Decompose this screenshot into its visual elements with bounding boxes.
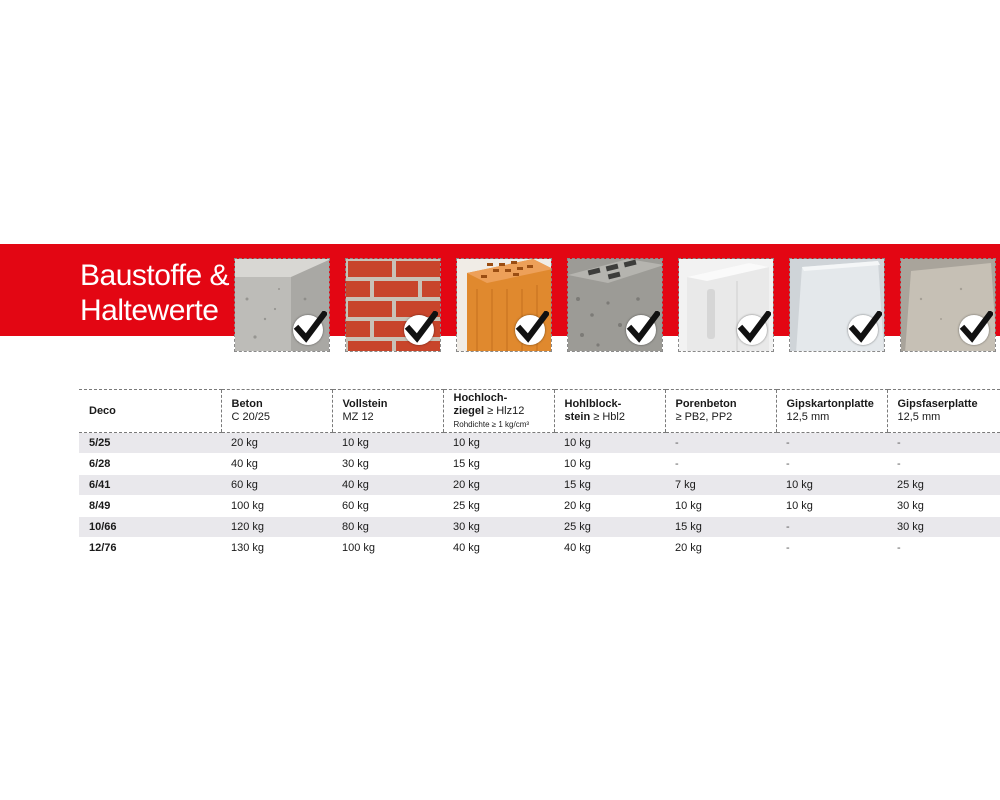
table-row (79, 496, 1000, 517)
table-cell: 30 kg (332, 454, 443, 475)
table-cell: 60 kg (221, 475, 332, 496)
tile-gipskartonplatte (789, 258, 885, 352)
checkmark-icon (515, 315, 545, 345)
table-cell: 100 kg (221, 496, 332, 517)
material-tiles (0, 258, 1000, 352)
checkmark-icon (293, 315, 323, 345)
tile-gipsfaserplatte (900, 258, 996, 352)
table-cell: - (665, 433, 776, 454)
table-cell: 15 kg (665, 517, 776, 538)
table-cell: - (665, 454, 776, 475)
table-cell: 20 kg (443, 475, 554, 496)
table-cell: 10 kg (332, 433, 443, 454)
table-cell: - (776, 433, 887, 454)
tile-vollstein (345, 258, 441, 352)
checkmark-icon (848, 315, 878, 345)
table-cell: - (887, 454, 1000, 475)
table-cell: 10 kg (665, 496, 776, 517)
checkmark-icon (959, 315, 989, 345)
header-deco: Deco (79, 390, 221, 433)
header-gipskartonplatte: Gipskartonplatte 12,5 mm (776, 390, 887, 433)
banner-title-line2: Haltewerte (80, 294, 219, 327)
table-cell: 20 kg (554, 496, 665, 517)
table-cell: 130 kg (221, 538, 332, 559)
table-cell: 15 kg (443, 454, 554, 475)
table-cell: 15 kg (554, 475, 665, 496)
table-cell: 100 kg (332, 538, 443, 559)
checkmark-icon (737, 315, 767, 345)
tile-beton (234, 258, 330, 352)
table-cell: 20 kg (221, 433, 332, 454)
table-cell: 40 kg (221, 454, 332, 475)
table-cell: 30 kg (887, 496, 1000, 517)
table-cell: 25 kg (443, 496, 554, 517)
table-cell: - (776, 538, 887, 559)
header-vollstein: Vollstein MZ 12 (332, 390, 443, 433)
load-values-table (79, 389, 1000, 559)
header-hohlblockstein: Hohlblock- stein ≥ Hbl2 (554, 390, 665, 433)
table-cell: 25 kg (887, 475, 1000, 496)
tile-hochlochziegel (456, 258, 552, 352)
table-cell: 7 kg (665, 475, 776, 496)
header-hochlochziegel: Hochloch- ziegel ≥ Hlz12 Rohdichte ≥ 1 kg/cm³ (443, 390, 554, 433)
table-row (79, 475, 1000, 496)
table-row (79, 454, 1000, 475)
row-deco-size: 6/41 (79, 475, 221, 496)
header-beton: Beton C 20/25 (221, 390, 332, 433)
row-deco-size: 6/28 (79, 454, 221, 475)
table-row (79, 538, 1000, 559)
header-porenbeton: Porenbeton ≥ PB2, PP2 (665, 390, 776, 433)
table-cell: 60 kg (332, 496, 443, 517)
table-cell: 40 kg (332, 475, 443, 496)
table-cell: 40 kg (554, 538, 665, 559)
table-cell: 80 kg (332, 517, 443, 538)
table-cell: 10 kg (776, 496, 887, 517)
row-deco-size: 10/66 (79, 517, 221, 538)
row-deco-size: 12/76 (79, 538, 221, 559)
checkmark-icon (404, 315, 434, 345)
table-row (79, 433, 1000, 454)
table-cell: 10 kg (554, 433, 665, 454)
table-cell: - (887, 538, 1000, 559)
row-deco-size: 5/25 (79, 433, 221, 454)
table-cell: - (776, 517, 887, 538)
table-cell: 10 kg (554, 454, 665, 475)
table-cell: - (887, 433, 1000, 454)
table-body (79, 433, 1000, 559)
table-cell: 20 kg (665, 538, 776, 559)
table-cell: 10 kg (443, 433, 554, 454)
table-row (79, 517, 1000, 538)
header-gipsfaserplatte: Gipsfaserplatte 12,5 mm (887, 390, 1000, 433)
table-cell: 30 kg (887, 517, 1000, 538)
tile-hohlblockstein (567, 258, 663, 352)
table-cell: 120 kg (221, 517, 332, 538)
table-cell: 40 kg (443, 538, 554, 559)
table-header (79, 390, 1000, 433)
table-cell: 30 kg (443, 517, 554, 538)
table-cell: - (776, 454, 887, 475)
checkmark-icon (626, 315, 656, 345)
row-deco-size: 8/49 (79, 496, 221, 517)
table-cell: 25 kg (554, 517, 665, 538)
tile-porenbeton (678, 258, 774, 352)
banner-title-line1: Baustoffe & (80, 259, 230, 292)
table-cell: 10 kg (776, 475, 887, 496)
